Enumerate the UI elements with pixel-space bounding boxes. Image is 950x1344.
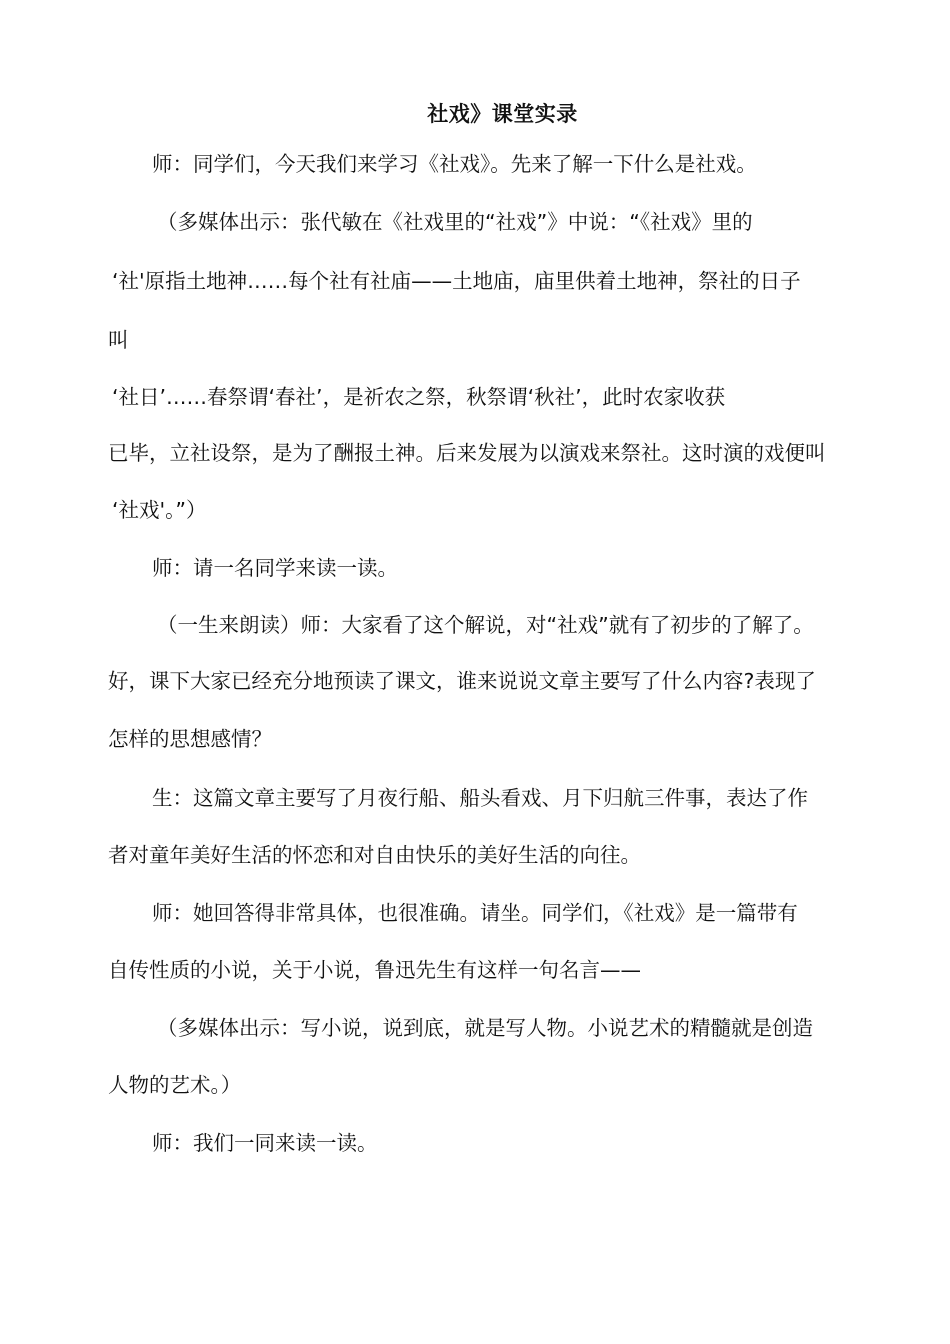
paragraph-line: 师：我们一同来读一读。	[152, 1131, 378, 1155]
paragraph-line: 已毕，立社设祭，是为了酬报土神。后来发展为以演戏来祭社。这时演的戏便叫	[108, 441, 826, 465]
paragraph-line: （多媒体出示：写小说，说到底，就是写人物。小说艺术的精髓就是创造	[157, 1016, 813, 1040]
paragraph-line: 生：这篇文章主要写了月夜行船、船头看戏、月下归航三件事，表达了作	[152, 786, 808, 810]
paragraph-line: 怎样的思想感情？	[108, 727, 272, 751]
paragraph-line: （多媒体出示：张代敏在《社戏里的“社戏”》中说：“《社戏》里的	[157, 210, 753, 234]
paragraph-line: 师：她回答得非常具体，也很准确。请坐。同学们，《社戏》是一篇带有	[152, 901, 798, 925]
paragraph-line: 师：请一名同学来读一读。	[152, 556, 398, 580]
paragraph-line: 师：同学们，今天我们来学习《社戏》。先来了解一下什么是社戏。	[152, 152, 757, 176]
paragraph-line: 自传性质的小说，关于小说，鲁迅先生有这样一句名言——	[108, 958, 641, 982]
paragraph-line: 叫	[108, 328, 129, 352]
document-title: 社戏》课堂实录	[427, 102, 578, 126]
paragraph-line: ‘社'原指土地神……每个社有社庙——土地庙，庙里供着土地神，祭社的日子	[112, 269, 801, 293]
paragraph-line: （一生来朗读）师：大家看了这个解说，对“社戏”就有了初步的了解了。	[157, 613, 814, 637]
paragraph-line: 人物的艺术。）	[108, 1073, 242, 1097]
paragraph-line: ‘社日’……春祭谓‘春社’，是祈农之祭，秋祭谓‘秋社’，此时农家收获	[112, 385, 726, 409]
paragraph-line: 好，课下大家已经充分地预读了课文，谁来说说文章主要写了什么内容?表现了	[108, 669, 816, 693]
paragraph-line: 者对童年美好生活的怀恋和对自由快乐的美好生活的向往。	[108, 843, 641, 867]
paragraph-line: ‘社戏'。”）	[112, 498, 207, 522]
